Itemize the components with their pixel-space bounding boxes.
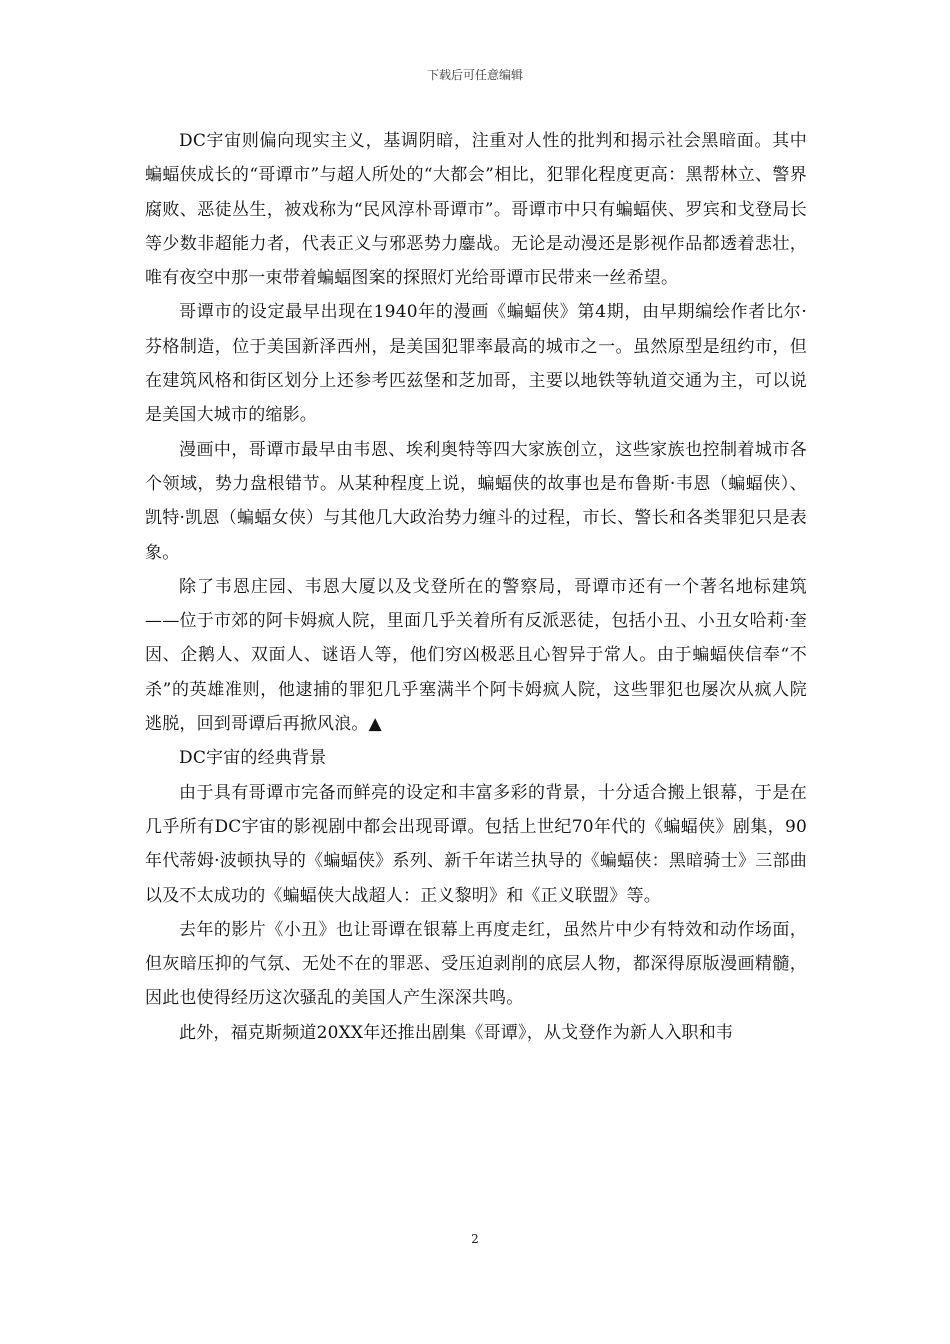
paragraph-arkham-asylum: 除了韦恩庄园、韦恩大厦以及戈登所在的警察局，哥谭市还有一个著名地标建筑——位于市郊的阿卡姆疯人院，里面几乎关着所有反派恶徒，包括小丑、小丑女哈莉·奎因、企鹅人、双面人、谜语人等，他们穷凶极恶且心智异于常人。由于蝙蝠侠信奉“不杀”的英雄准则，他逮捕的罪犯几乎塞满半个阿卡姆疯人院，这些罪犯也屡次从疯人院逃脱，回到哥谭后再掀风浪。▲	[145, 576, 807, 735]
section-heading: DC宇宙的经典背景	[179, 748, 327, 769]
page-number: 2	[471, 1232, 479, 1246]
page-header: 下载后可任意编辑	[426, 68, 523, 82]
paragraph-gotham-origin: 哥谭市的设定最早出现在1940年的漫画《蝙蝠侠》第4期，由早期编绘作者比尔·芬格制造，位于美国新泽西州，是美国犯罪率最高的城市之一。虽然原型是纽约市，但在建筑风格和街区划分上还参考匹兹堡和芝加哥，主要以地铁等轨道交通为主，可以说是美国大城市的缩影。	[145, 302, 807, 426]
paragraph-dc-realism: DC宇宙则偏向现实主义，基调阴暗，注重对人性的批判和揭示社会黑暗面。其中蝙蝠侠成长的“哥谭市”与超人所处的“大都会”相比，犯罪化程度更高：黑帮林立、警界腐败、恶徒丛生，被戏称为“民风淳朴哥谭市”。哥谭市中只有蝙蝠侠、罗宾和戈登局长等少数非超能力者，代表正义与邪恶势力鏖战。无论是动漫还是影视作品都透着悲壮，唯有夜空中那一束带着蝙蝠图案的探照灯光给哥谭市民带来一丝希望。	[145, 131, 807, 289]
paragraph-gotham-series: 此外，福克斯频道20XX年还推出剧集《哥谭》，从戈登作为新人入职和韦	[179, 1022, 734, 1043]
paragraph-joker-film: 去年的影片《小丑》也让哥谭在银幕上再度走红，虽然片中少有特效和动作场面，但灰暗压抑的气氛、无处不在的罪恶、受压迫剥削的底层人物，都深得原版漫画精髓，因此也使得经历这次骚乱的美国人产生深深共鸣。	[145, 919, 807, 1009]
paragraph-gotham-families: 漫画中，哥谭市最早由韦恩、埃利奥特等四大家族创立，这些家族也控制着城市各个领域，势力盘根错节。从某种程度上说，蝙蝠侠的故事也是布鲁斯·韦恩（蝙蝠侠）、凯特·凯恩（蝙蝠女侠）与其他几大政治势力缠斗的过程，市长、警长和各类罪犯只是表象。	[145, 439, 807, 563]
paragraph-film-adaptations: 由于具有哥谭市完备而鲜亮的设定和丰富多彩的背景，十分适合搬上银幕，于是在几乎所有DC宇宙的影视剧中都会出现哥谭。包括上世纪70年代的《蝙蝠侠》剧集，90年代蒂姆·波顿执导的《蝙蝠侠》系列、新千年诺兰执导的《蝙蝠侠：黑暗骑士》三部曲以及不太成功的《蝙蝠侠大战超人：正义黎明》和《正义联盟》等。	[145, 782, 807, 906]
document-body	[145, 124, 807, 1050]
